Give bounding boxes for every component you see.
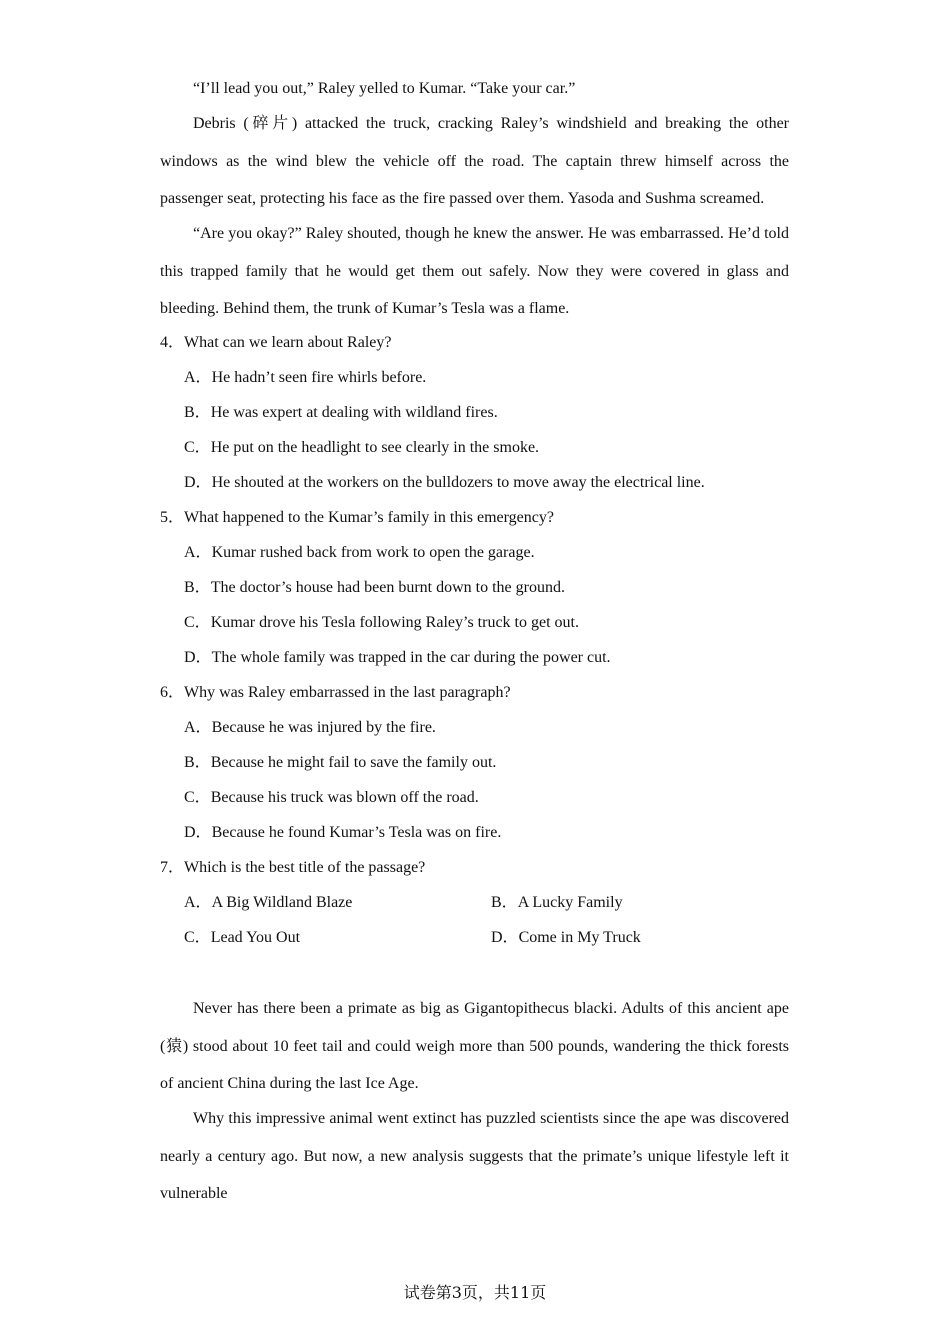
page-content bbox=[160, 70, 789, 1210]
option-letter: A． bbox=[184, 369, 212, 386]
question-6 bbox=[160, 675, 789, 710]
question-4 bbox=[160, 325, 789, 360]
question-stem: Which is the best title of the passage? bbox=[184, 859, 426, 876]
option-text: He shouted at the workers on the bulldozers to move away the electrical line. bbox=[211, 474, 705, 491]
option-letter: B． bbox=[184, 754, 211, 771]
option-text: The whole family was trapped in the car during the power cut. bbox=[211, 649, 611, 666]
option-text: Kumar drove his Tesla following Raley’s truck to get out. bbox=[210, 614, 579, 631]
question-6-option-b bbox=[160, 745, 789, 780]
question-5-option-a bbox=[160, 535, 789, 570]
option-letter: C． bbox=[184, 439, 211, 456]
option-letter: A． bbox=[184, 894, 212, 911]
option-letter: C． bbox=[184, 614, 211, 631]
option-text: Because his truck was blown off the road. bbox=[210, 789, 479, 806]
passage-a-paragraph-3: “Are you okay?” Raley shouted, though he knew the answer. He was embarrassed. He’d told this trapped family that he would get them out safely. Now they were covered in glass and bleeding. Behind them, the trunk of Kumar’s Tesla was a flame. bbox=[160, 225, 789, 317]
option-letter: B． bbox=[184, 579, 211, 596]
question-5-option-b bbox=[160, 570, 789, 605]
question-7-option-d bbox=[491, 920, 641, 955]
option-text: He put on the headlight to see clearly in the smoke. bbox=[210, 439, 540, 456]
option-text: A Lucky Family bbox=[517, 894, 623, 911]
option-letter: D． bbox=[491, 929, 519, 946]
question-6-option-d bbox=[160, 815, 789, 850]
option-letter: D． bbox=[184, 649, 212, 666]
option-text: Lead You Out bbox=[210, 929, 301, 946]
option-text: The doctor’s house had been burnt down to the ground. bbox=[210, 579, 565, 596]
question-5 bbox=[160, 500, 789, 535]
question-7 bbox=[160, 850, 789, 885]
option-text: Kumar rushed back from work to open the garage. bbox=[211, 544, 535, 561]
option-text: Because he was injured by the fire. bbox=[211, 719, 436, 736]
page-footer: 试卷第3页，共11页 bbox=[403, 1283, 547, 1302]
option-text: A Big Wildland Blaze bbox=[211, 894, 353, 911]
question-6-option-c bbox=[160, 780, 789, 815]
question-7-option-a bbox=[184, 885, 352, 920]
option-letter: C． bbox=[184, 789, 211, 806]
option-text: He was expert at dealing with wildland fires. bbox=[210, 404, 498, 421]
question-5-option-c bbox=[160, 605, 789, 640]
option-letter: A． bbox=[184, 719, 212, 736]
option-letter: D． bbox=[184, 824, 212, 841]
passage-a-paragraph-1: “I’ll lead you out,” Raley yelled to Kumar. “Take your car.” bbox=[193, 80, 576, 97]
passage-a-paragraph-2: Debris (碎片) attacked the truck, cracking Raley’s windshield and breaking the other windows as the wind blew the vehicle off the road. The captain threw himself across the passenger seat, protecting his face as the fire passed over them. Yasoda and Sushma screamed. bbox=[160, 115, 789, 207]
question-4-option-a bbox=[160, 360, 789, 395]
option-text: Come in My Truck bbox=[518, 929, 641, 946]
question-stem: What can we learn about Raley? bbox=[184, 334, 392, 351]
question-5-option-d bbox=[160, 640, 789, 675]
question-4-option-c bbox=[160, 430, 789, 465]
option-letter: B． bbox=[184, 404, 211, 421]
question-stem: What happened to the Kumar’s family in this emergency? bbox=[184, 509, 554, 526]
question-4-option-b bbox=[160, 395, 789, 430]
question-stem: Why was Raley embarrassed in the last paragraph? bbox=[184, 684, 511, 701]
question-7-option-b bbox=[491, 885, 623, 920]
option-text: He hadn’t seen fire whirls before. bbox=[211, 369, 427, 386]
option-letter: B． bbox=[491, 894, 518, 911]
section-gap bbox=[160, 955, 789, 990]
option-text: Because he found Kumar’s Tesla was on fire. bbox=[211, 824, 502, 841]
question-7-options-row-2 bbox=[160, 920, 789, 955]
question-7-option-c bbox=[184, 920, 300, 955]
question-4-option-d bbox=[160, 465, 789, 500]
question-7-options-row-1 bbox=[160, 885, 789, 920]
question-number: 7． bbox=[160, 859, 185, 876]
passage-b-paragraph-1: Never has there been a primate as big as Gigantopithecus blacki. Adults of this ancient ape (猿) stood about 10 feet tail and could weigh more than 500 pounds, wandering the thick forests of ancient China during the last Ice Age. bbox=[160, 1000, 789, 1092]
option-letter: A． bbox=[184, 544, 212, 561]
question-6-option-a bbox=[160, 710, 789, 745]
option-text: Because he might fail to save the family out. bbox=[210, 754, 497, 771]
question-number: 6． bbox=[160, 684, 185, 701]
option-letter: D． bbox=[184, 474, 212, 491]
passage-b-paragraph-2: Why this impressive animal went extinct has puzzled scientists since the ape was discovered nearly a century ago. But now, a new analysis suggests that the primate’s unique lifestyle left it vulnerable bbox=[160, 1110, 789, 1202]
option-letter: C． bbox=[184, 929, 211, 946]
question-number: 5． bbox=[160, 509, 185, 526]
question-number: 4． bbox=[160, 334, 185, 351]
